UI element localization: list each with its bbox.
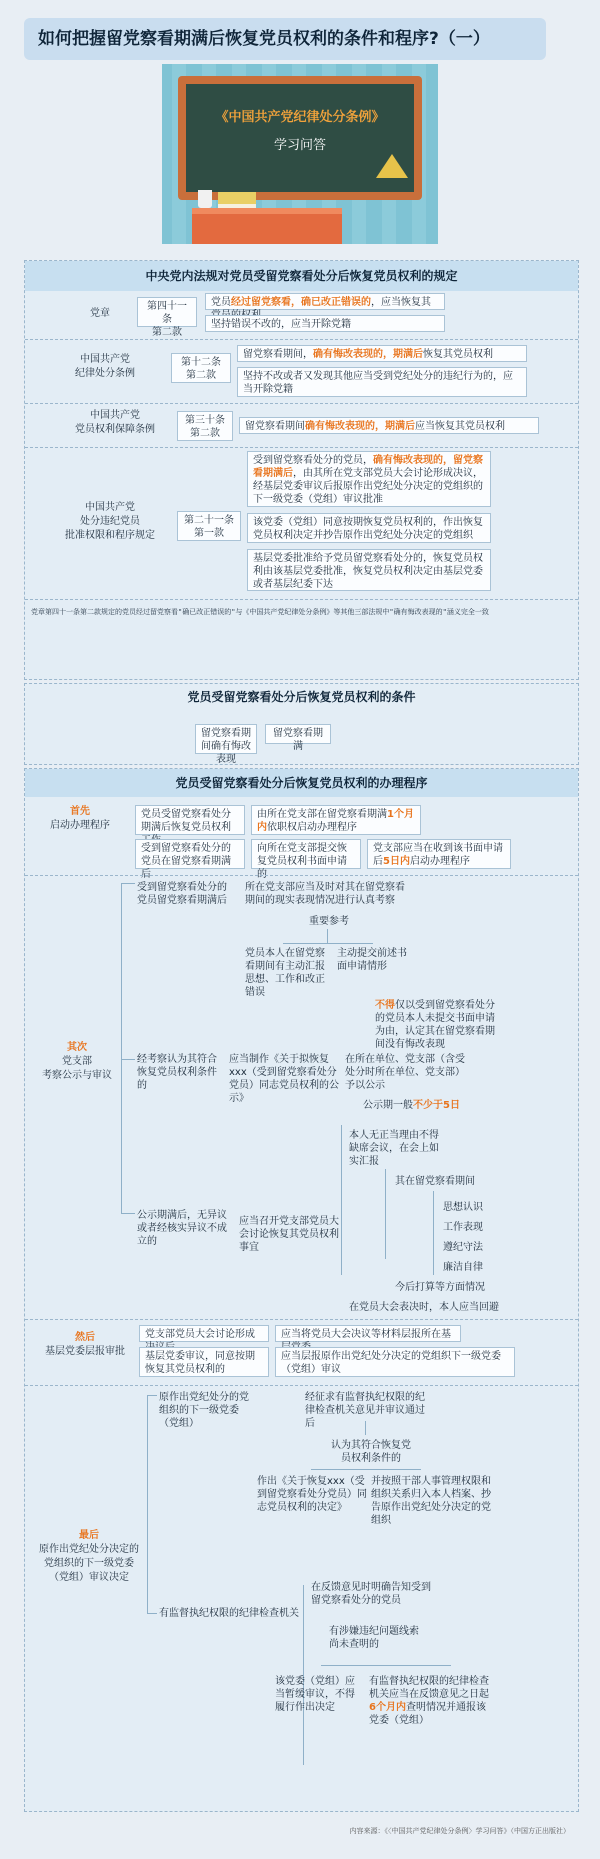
flow-text: 有监督执纪权限的纪律检查机关应当在反馈意见之日起6个月内查明情况并通报该党委（党组）	[369, 1676, 489, 1726]
step-tag: 最后	[79, 1530, 99, 1541]
article-box: 第四十一条 第二款	[137, 297, 197, 327]
section-heading: 党员受留党察看处分后恢复党员权利的条件	[187, 690, 416, 704]
regulation-name: 中国共产党 党员权利保障条例	[75, 410, 155, 435]
classroom-illustration	[162, 64, 438, 244]
condition-box: 留党察看期间确有悔改表现	[195, 724, 257, 754]
cup-icon	[198, 190, 212, 208]
step-tag: 然后	[75, 1332, 95, 1343]
flow-box: 应当层报原作出党纪处分决定的党组织下一级党委（党组）审议	[275, 1347, 515, 1377]
flow-text: 公示期一般不少于5日	[363, 1100, 460, 1111]
step-name: 启动办理程序	[50, 820, 110, 831]
flow-text: 其在留党察看期间	[395, 1176, 475, 1187]
section-heading: 中央党内法规对党员受留党察看处分后恢复党员权利的规定	[25, 261, 578, 291]
sub-item: 遵纪守法	[443, 1242, 483, 1253]
rule-text: 坚持错误不改的，应当开除党籍	[205, 315, 445, 332]
regulation-name: 中国共产党 纪律处分条例	[75, 354, 135, 379]
flow-text: 作出《关于恢复xxx（受到留党察看处分党员）同志党员权利的决定》	[257, 1476, 367, 1513]
section-heading: 党员受留党察看处分后恢复党员权利的办理程序	[25, 769, 578, 797]
article-box: 第十二条 第二款	[171, 353, 231, 383]
flow-box: 受到留党察看处分的党员在留党察看期满后	[135, 839, 245, 869]
rule-text: 坚持不改或者又发现其他应当受到党纪处分的违纪行为的，应当开除党籍	[237, 367, 527, 397]
step-name: 党支部 考察公示与审议	[42, 1056, 112, 1081]
step-tag: 其次	[67, 1042, 87, 1053]
flow-text: 所在党支部应当及时对其在留党察看期间的现实表现情况进行认真考察	[245, 882, 405, 906]
flow-text: 在反馈意见时明确告知受到留党察看处分的党员	[311, 1582, 431, 1606]
flow-text: 重要参考	[309, 916, 349, 927]
flow-box: 由所在党支部在留党察看期满1个月内依职权启动办理程序	[251, 805, 421, 835]
source-footer: 内容来源：《〈中国共产党纪律处分条例〉学习问答》（中国方正出版社）	[349, 1827, 570, 1835]
rule-text: 该党委（党组）同意按期恢复党员权利的，作出恢复党员权利决定并抄告原作出党纪处分决定的党组织	[247, 513, 491, 543]
sub-item: 工作表现	[443, 1222, 483, 1233]
sub-item: 思想认识	[443, 1202, 483, 1213]
flow-box: 应当将党员大会决议等材料层报所在基	[275, 1325, 461, 1342]
condition-box: 留党察看期满	[265, 724, 331, 744]
board-subtitle: 学习问答	[273, 138, 326, 153]
regulation-name: 党章	[90, 308, 110, 319]
flow-text: 原作出党纪处分的党组织的下一级党委（党组）	[159, 1392, 249, 1429]
flow-text: 应当制作《关于拟恢复xxx（受到留党察看处分党员）同志党员权利的公示》	[229, 1054, 339, 1104]
flow-box: 党支部党员大会讨论形成	[139, 1325, 269, 1342]
flow-box: 党员受留党察看处分期满后恢复党员权利	[135, 805, 245, 835]
desk	[192, 208, 342, 244]
flow-text: 主动提交前述书面申请情形	[337, 948, 407, 972]
step-tag: 首先	[70, 806, 90, 817]
sub-item: 廉洁自律	[443, 1262, 483, 1273]
article-box: 第二十一条 第一款	[177, 511, 241, 541]
flow-text: 不得仅以受到留党察看处分的党员本人未提交书面申请为由，认定其在留党察看期间没有悔改表现	[375, 1000, 495, 1050]
footnote: 党章第四十一条第二款规定的党员经过留党察看"确已改正错误的"与《中国共产党纪律处分条例》等其他三部法规中"确有悔改表现的"涵义完全一致	[31, 608, 489, 616]
flow-text: 认为其符合恢复党员权利条件的	[331, 1440, 411, 1464]
flow-box: 向所在党支部提交恢复党员权利书面申请的	[251, 839, 361, 869]
flow-text: 并按照干部人事管理权限和组织关系归入本人档案、抄告原作出党纪处分决定的党组织	[371, 1476, 491, 1526]
conditions-panel	[24, 683, 579, 765]
flow-text: 应当召开党支部党员大会讨论恢复其党员权利事宜	[239, 1216, 339, 1253]
flow-text: 本人无正当理由不得缺席会议，在会上如实汇报	[349, 1130, 439, 1167]
step-name: 原作出党纪处分决定的 党组织的下一级党委 （党组）审议决定	[39, 1544, 139, 1583]
rule-text: 留党察看期间确有悔改表现的，期满后应当恢复其党员权利	[239, 417, 539, 434]
flow-text: 今后打算等方面情况	[395, 1282, 485, 1293]
rule-text: 受到留党察看处分的党员，确有悔改表现的，留党察看期满后，由其所在党支部党员大会讨论形成决议，经基层党委审议后报原作出党纪处分决定的党组织的下一级党委（党组）审议批准	[247, 451, 491, 507]
article-box: 第三十条 第二款	[177, 411, 233, 441]
rule-text: 党员经过留党察看，确已改正错误的，应当恢复其	[205, 293, 445, 310]
regulation-name: 中国共产党 处分违纪党员 批准权限和程序规定	[65, 502, 155, 541]
flow-text: 公示期满后，无异议或者经核实异议不成立的	[137, 1210, 227, 1247]
blackboard	[178, 76, 422, 200]
flow-text: 该党委（党组）应当暂缓审议，不得履行作出决定	[275, 1676, 355, 1713]
step-name: 基层党委层报审批	[45, 1346, 125, 1357]
flow-box: 基层党委审议，同意按期恢复其党员权利的	[139, 1347, 269, 1377]
flow-text: 党员本人在留党察看期间有主动汇报思想、工作和改正错误	[245, 948, 325, 998]
rule-text: 基层党委批准给予党员留党察看处分的，恢复党员权利由该基层党委批准，恢复党员权利决定由基层党委或者基层纪委下达	[247, 549, 491, 591]
flow-text: 经考察认为其符合恢复党员权利条件的	[137, 1054, 217, 1091]
flow-text: 在所在单位、党支部（含受处分时所在单位、党支部）予以公示	[345, 1054, 465, 1091]
flow-text: 受到留党察看处分的党员留党察看期满后	[137, 882, 227, 906]
flow-text: 有涉嫌违纪问题线索尚未查明的	[329, 1626, 419, 1650]
board-title: 《中国共产党纪律处分条例》	[215, 110, 385, 125]
page-title: 如何把握留党察看期满后恢复党员权利的条件和程序?（一）	[24, 18, 546, 60]
flow-box: 党支部应当在收到该书面申请后5日内启动办理程序	[367, 839, 511, 869]
books-icon	[218, 192, 256, 208]
regulations-panel	[24, 260, 579, 680]
flow-text: 在党员大会表决时，本人应当回避	[349, 1302, 499, 1313]
procedure-panel	[24, 768, 579, 1812]
triangle-ruler-icon	[376, 154, 408, 178]
flow-text: 有监督执纪权限的纪律检查机关	[159, 1608, 299, 1619]
rule-text: 留党察看期间，确有悔改表现的，期满后恢复其党员权利	[237, 345, 527, 362]
flow-text: 经征求有监督执纪权限的纪律检查机关意见并审议通过后	[305, 1392, 425, 1429]
